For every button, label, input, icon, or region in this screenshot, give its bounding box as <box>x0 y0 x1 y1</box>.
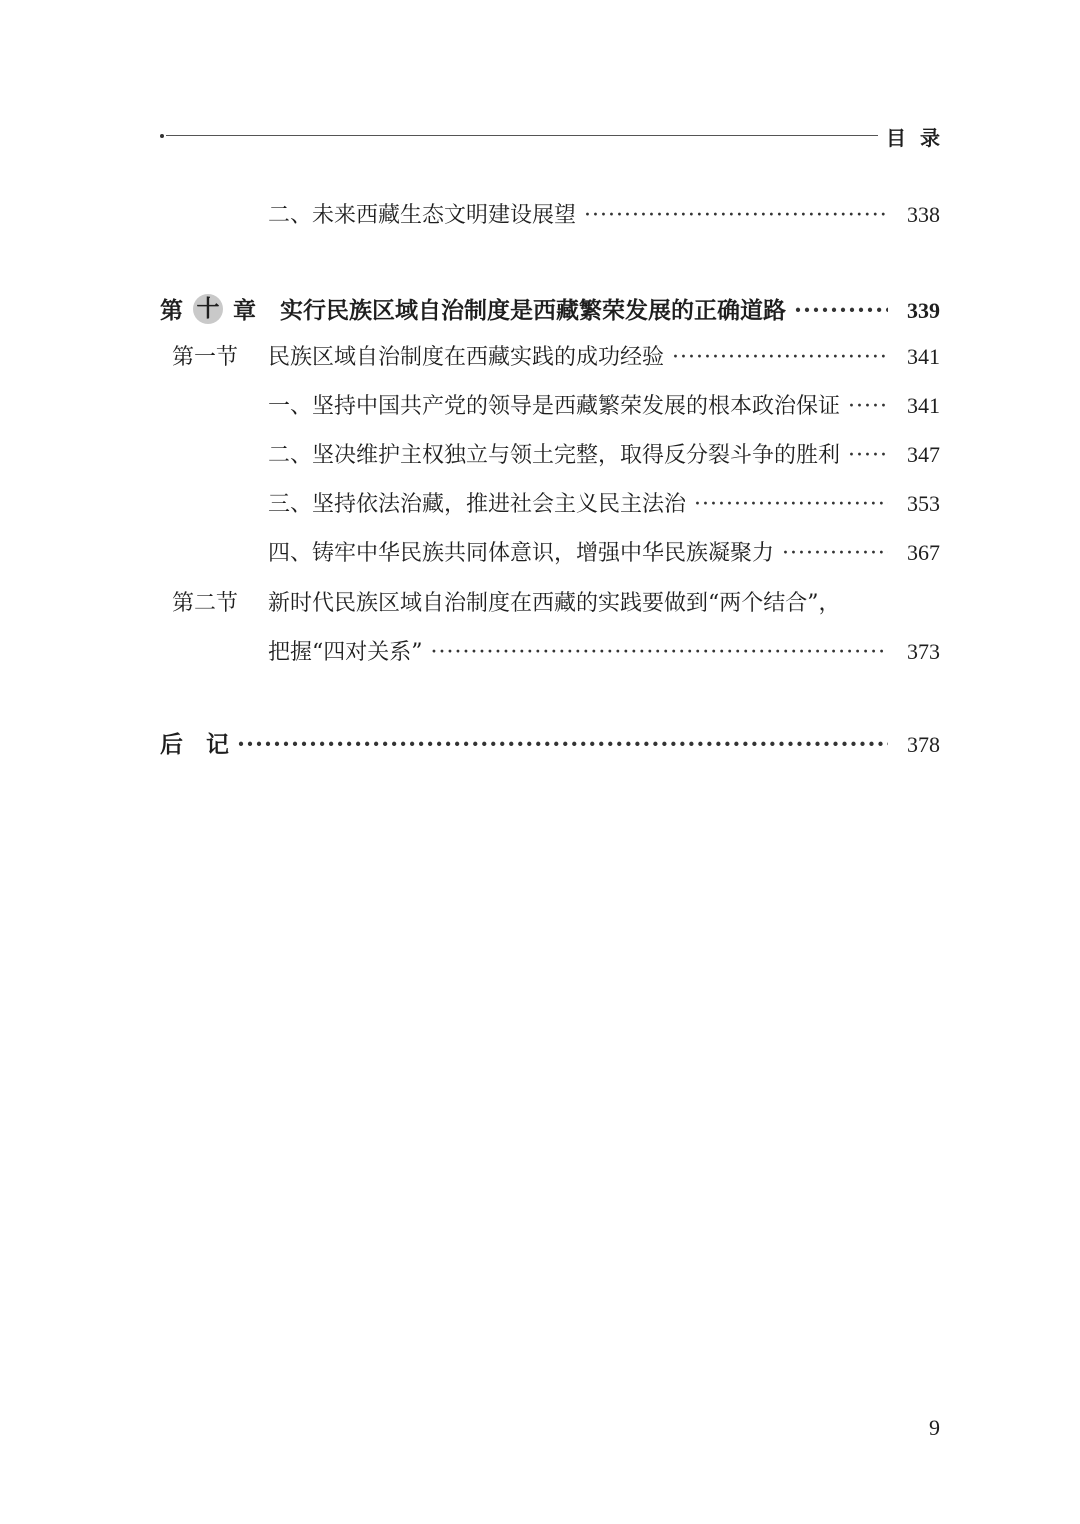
dot-leader <box>848 394 888 419</box>
section-title: 民族区域自治制度在西藏实践的成功经验 <box>268 345 665 370</box>
dot-leader <box>794 297 888 324</box>
dot-leader <box>431 640 889 665</box>
toc-entry-title: 一、坚持中国共产党的领导是西藏繁荣发展的根本政治保证 <box>268 394 841 419</box>
toc-entry-page: 338 <box>907 202 940 227</box>
toc-entry-section-2[interactable] <box>172 586 940 617</box>
dot-leader <box>782 541 888 566</box>
toc-entry-page: 353 <box>907 491 940 516</box>
toc-entry-section-1[interactable] <box>172 340 940 371</box>
header-rule <box>166 135 878 136</box>
toc-entry-page: 341 <box>907 344 940 369</box>
page-number: 9 <box>929 1415 940 1440</box>
dot-leader <box>584 203 888 228</box>
toc-entry-chapter-10[interactable] <box>160 292 940 325</box>
toc-entry-afterword[interactable] <box>160 726 940 759</box>
section-label: 第二节 <box>172 591 239 616</box>
toc-entry-title: 二、未来西藏生态文明建设展望 <box>268 203 577 228</box>
afterword-title: 后 记 <box>160 731 229 758</box>
toc-entry-item-prev[interactable] <box>268 198 940 229</box>
toc-entry-item-3[interactable] <box>268 487 940 518</box>
toc-entry-page: 367 <box>907 540 940 565</box>
toc-entry-page: 347 <box>907 442 940 467</box>
toc-entry-title: 二、坚决维护主权独立与领土完整，取得反分裂斗争的胜利 <box>268 443 841 468</box>
chapter-title: 实行民族区域自治制度是西藏繁荣发展的正确道路 <box>280 297 786 324</box>
chapter-label-prefix: 第 <box>160 297 183 324</box>
toc-entry-page: 339 <box>907 298 940 323</box>
section-title-line-2: 把握“四对关系” <box>268 640 423 665</box>
toc-entry-page: 341 <box>907 393 940 418</box>
toc-entry-item-4[interactable] <box>268 536 940 567</box>
toc-entry-title: 四、铸牢中华民族共同体意识，增强中华民族凝聚力 <box>268 541 775 566</box>
toc-entry-page: 378 <box>907 732 940 757</box>
chapter-number-badge: 十 <box>193 294 223 324</box>
dot-leader <box>672 345 888 370</box>
toc-entry-section-2-cont[interactable] <box>268 635 940 666</box>
chapter-label-suffix: 章 <box>233 297 256 324</box>
dot-leader <box>237 731 888 758</box>
header-title: 目录 <box>886 126 954 150</box>
section-label: 第一节 <box>172 345 239 370</box>
toc-entry-title: 三、坚持依法治藏，推进社会主义民主法治 <box>268 492 687 517</box>
section-title-line-1: 新时代民族区域自治制度在西藏的实践要做到“两个结合”， <box>268 591 841 616</box>
chapter-label <box>160 292 256 325</box>
toc-entry-item-2[interactable] <box>268 438 940 469</box>
header-dot <box>160 134 164 138</box>
toc-entry-page: 373 <box>907 639 940 664</box>
toc-entry-item-1[interactable] <box>268 389 940 420</box>
dot-leader <box>848 443 888 468</box>
dot-leader <box>694 492 888 517</box>
